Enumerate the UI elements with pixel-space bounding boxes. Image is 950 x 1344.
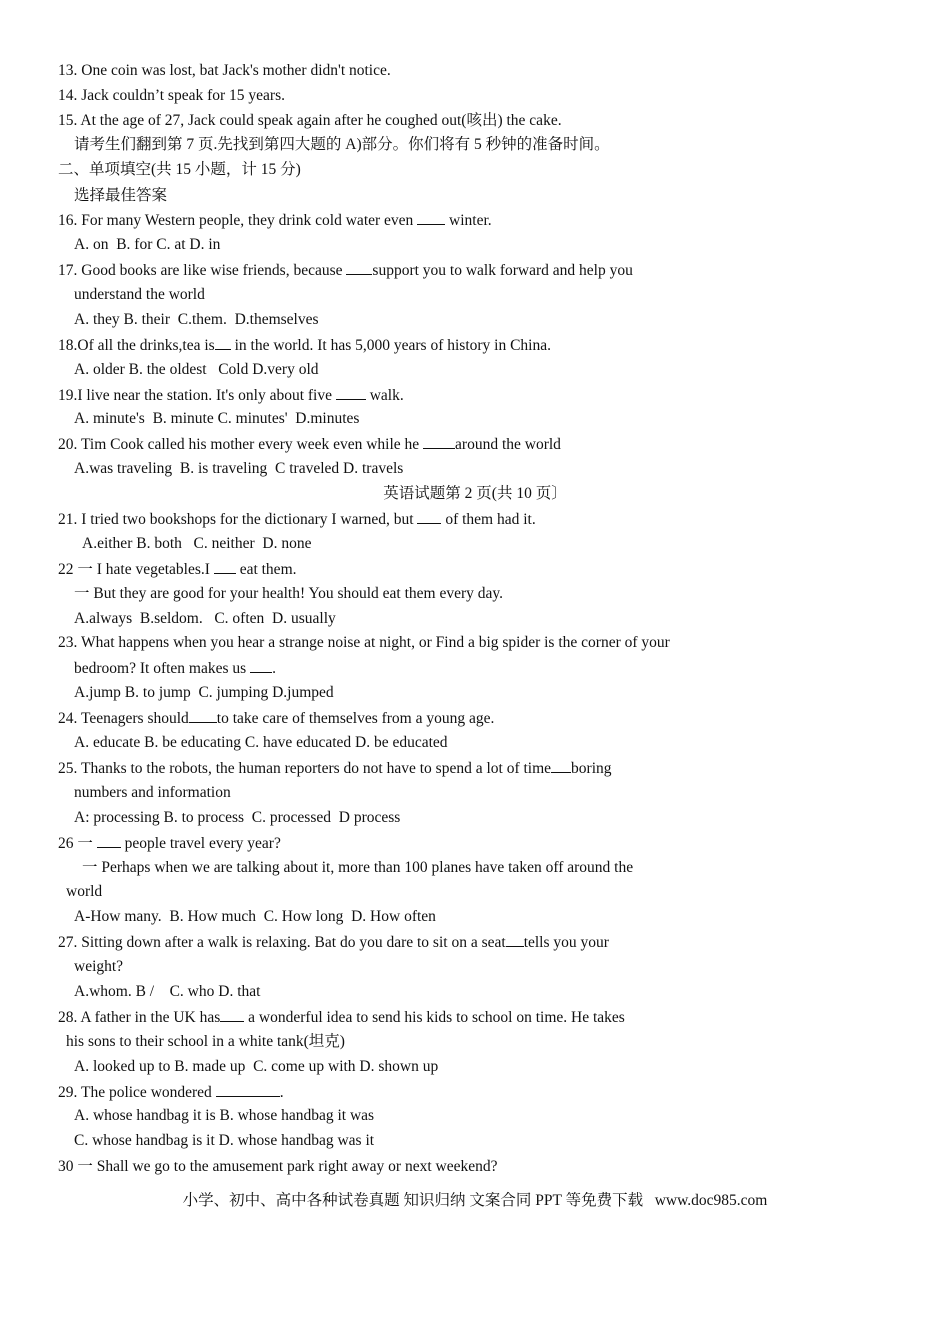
section-title: 二、单项填空(共 15 小题，计 15 分) [58,161,301,178]
question-13: 13. One coin was lost, bat Jack's mother didn't notice. [58,62,391,79]
question-18-text-a: 18.Of all the drinks,tea is [58,337,215,354]
answer-blank [423,434,455,449]
question-24-text-b: to take care of themselves from a young age. [216,710,495,727]
question-28-text-b: a wonderful idea to send his kids to school on time. He takes [244,1009,625,1026]
question-20 [58,434,561,455]
question-28-text-a: 28. A father in the UK has [58,1009,221,1026]
question-29-text-a: 29. The police wondered [58,1084,216,1101]
listening-instruction: 请考生们翻到第 7 页.先找到第四大题的 A)部分。你们将有 5 秒钟的准备时间。 [74,136,610,153]
question-16-options: A. on B. for C. at D. in [74,236,221,253]
question-19 [58,385,404,406]
question-24-options: A. educate B. be educating C. have educated D. be educated [74,734,448,751]
question-18-options: A. older B. the oldest Cold D.very old [74,361,319,378]
question-20-text-b: around the world [455,436,561,453]
question-29-text-b: . [279,1084,284,1101]
question-15: 15. At the age of 27, Jack could speak again after he coughed out(咳出) the cake. [58,112,562,129]
question-25-continued: numbers and information [74,784,231,801]
question-29-options-1: A. whose handbag it is B. whose handbag it was [74,1107,375,1124]
question-23-text-c: . [272,660,276,677]
answer-blank [551,758,571,773]
question-24 [58,708,494,729]
question-25-options: A: processing B. to process C. processed D process [74,809,401,826]
question-19-text-a: 19.I live near the station. It's only about five [58,387,336,404]
question-25-text-a: 25. Thanks to the robots, the human reporters do not have to spend a lot of time [58,760,552,777]
question-26-text-a: 26 一 [58,835,97,852]
answer-blank [216,1082,280,1097]
question-26-text-b: people travel every year? [120,835,281,852]
question-17-text-b: support you to walk forward and help you [372,262,633,279]
footer: 小学、初中、高中各种试卷真题 知识归纳 文案合同 PPT 等免费下载 www.doc985.com [182,1192,768,1209]
question-20-options: A.was traveling B. is traveling C traveled D. travels [74,460,404,477]
question-26 [58,833,281,854]
question-21-text-a: 21. I tried two bookshops for the dictionary I warned, but [58,511,418,528]
question-25 [58,758,612,779]
question-22-text-b: eat them. [235,561,297,578]
answer-blank [215,335,231,350]
question-18 [58,335,551,356]
answer-blank [417,210,445,225]
question-21 [58,509,536,530]
question-18-text-b: in the world. It has 5,000 years of history in China. [230,337,551,354]
question-27-options: A.whom. B / C. who D. that [74,983,261,1000]
question-23-text-b: bedroom? It often makes us [74,660,251,677]
question-17-options: A. they B. their C.them. D.themselves [74,311,319,328]
question-22 [58,559,297,580]
answer-blank [189,708,217,723]
answer-blank [220,1007,244,1022]
answer-blank [336,385,366,400]
question-23-options: A.jump B. to jump C. jumping D.jumped [74,684,334,701]
question-23: 23. What happens when you hear a strange noise at night, or Find a big spider is the corner of your [58,634,670,651]
question-25-text-b: boring [571,760,612,777]
question-20-text-a: 20. Tim Cook called his mother every week even while he [58,436,424,453]
question-16 [58,210,492,231]
question-22-options: A.always B.seldom. C. often D. usually [74,610,336,627]
question-29 [58,1082,284,1103]
answer-blank [417,509,441,524]
question-28 [58,1007,625,1028]
question-22-dialogue: 一 But they are good for your health! You should eat them every day. [74,585,504,602]
question-16-text-b: winter. [445,212,492,229]
question-27 [58,932,609,953]
answer-blank [250,658,272,673]
page-label: 英语试题第 2 页(共 10 页〕 [383,485,567,502]
question-17-continued: understand the world [74,286,205,303]
question-17-text-a: 17. Good books are like wise friends, because [58,262,347,279]
question-17 [58,260,633,281]
question-27-text-a: 27. Sitting down after a walk is relaxing. Bat do you dare to sit on a seat [58,934,506,951]
question-21-text-b: of them had it. [441,511,536,528]
question-22-text-a: 22 一 I hate vegetables.I [58,561,214,578]
question-28-options: A. looked up to B. made up C. come up with D. shown up [74,1058,439,1075]
answer-blank [506,932,524,947]
answer-blank [97,833,121,848]
question-21-options: A.either B. both C. neither D. none [82,535,312,552]
section-subtitle: 选择最佳答案 [74,187,168,204]
question-28-continued: his sons to their school in a white tank(坦克) [66,1033,345,1050]
question-19-text-b: walk. [365,387,404,404]
question-26-options: A-How many. B. How much C. How long D. How often [74,908,436,925]
question-14: 14. Jack couldn’t speak for 15 years. [58,87,285,104]
question-30: 30 一 Shall we go to the amusement park right away or next weekend? [58,1158,498,1175]
question-24-text-a: 24. Teenagers should [58,710,189,727]
question-29-options-2: C. whose handbag is it D. whose handbag was it [74,1132,375,1149]
question-27-text-b: tells you your [523,934,609,951]
question-16-text-a: 16. For many Western people, they drink cold water even [58,212,418,229]
question-23-continued [74,658,276,679]
answer-blank [346,260,372,275]
question-27-continued: weight? [74,958,124,975]
question-26-continued: world [66,883,103,900]
question-26-dialogue: 一 Perhaps when we are talking about it, more than 100 planes have taken off around the [82,859,634,876]
answer-blank [214,559,236,574]
question-19-options: A. minute's B. minute C. minutes' D.minutes [74,410,360,427]
